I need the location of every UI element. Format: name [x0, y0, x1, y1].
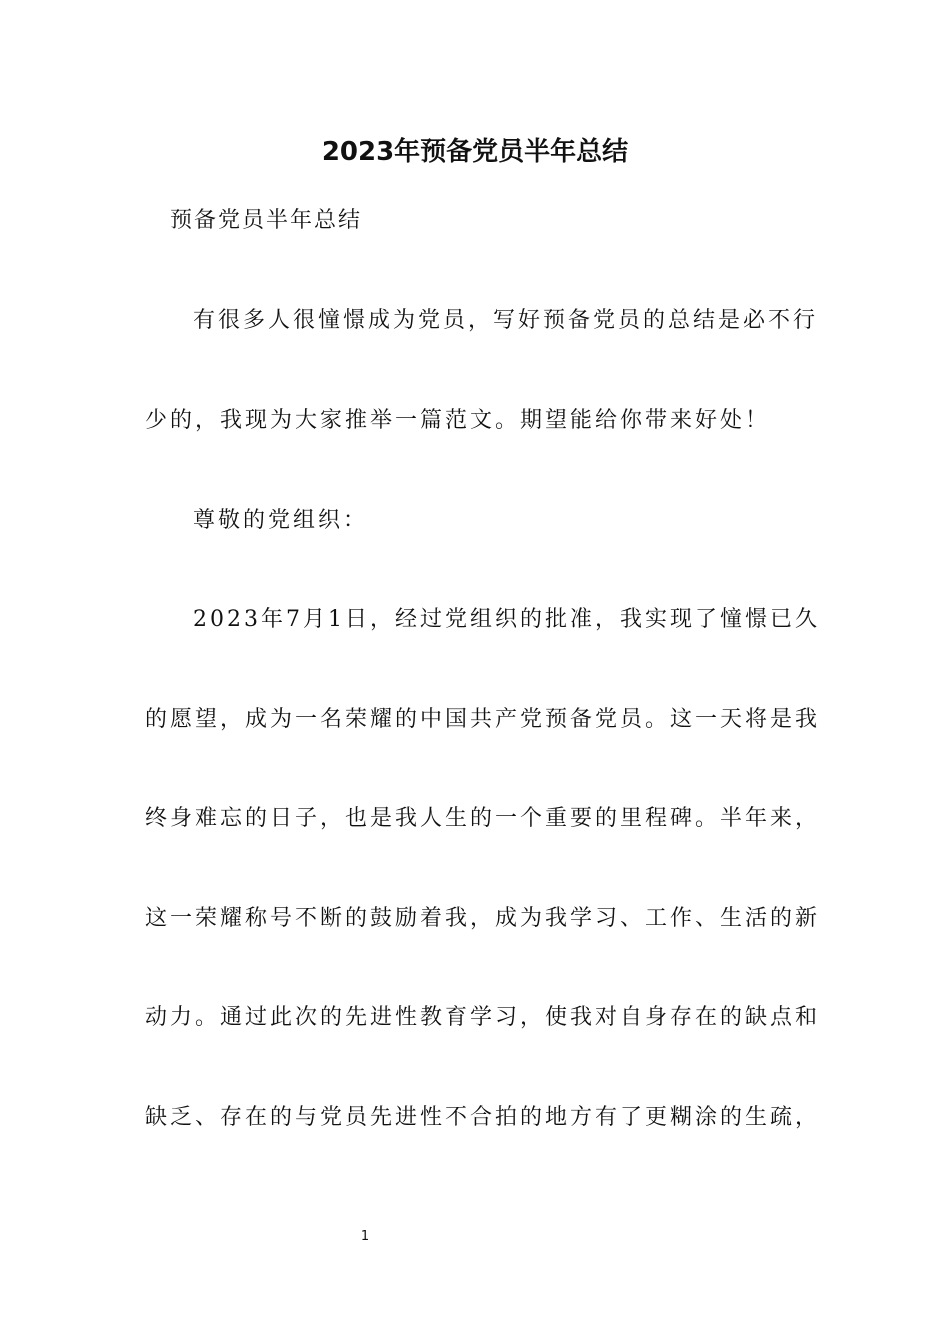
- paragraph-line: 这一荣耀称号不断的鼓励着我，成为我学习、工作、生活的新: [145, 906, 821, 931]
- paragraph-line: 有很多人很憧憬成为党员，写好预备党员的总结是必不行: [193, 308, 819, 333]
- paragraph-line: 终身难忘的日子，也是我人生的一个重要的里程碑。半年来，: [145, 806, 821, 831]
- paragraph-line: 少的，我现为大家推举一篇范文。期望能给你带来好处！: [145, 408, 771, 433]
- page-title: 2023年预备党员半年总结: [321, 137, 629, 167]
- paragraph-line: 动力。通过此次的先进性教育学习，使我对自身存在的缺点和: [145, 1005, 821, 1030]
- paragraph-line: 的愿望，成为一名荣耀的中国共产党预备党员。这一天将是我: [145, 707, 821, 732]
- page-number: 1: [360, 1229, 370, 1244]
- paragraph-line: 缺乏、存在的与党员先进性不合拍的地方有了更糊涂的生疏，: [145, 1105, 821, 1130]
- document-subtitle: 预备党员半年总结: [170, 208, 363, 233]
- paragraph-line: 2023年7月1日，经过党组织的批准，我实现了憧憬已久: [193, 607, 820, 632]
- salutation: 尊敬的党组织：: [193, 508, 369, 533]
